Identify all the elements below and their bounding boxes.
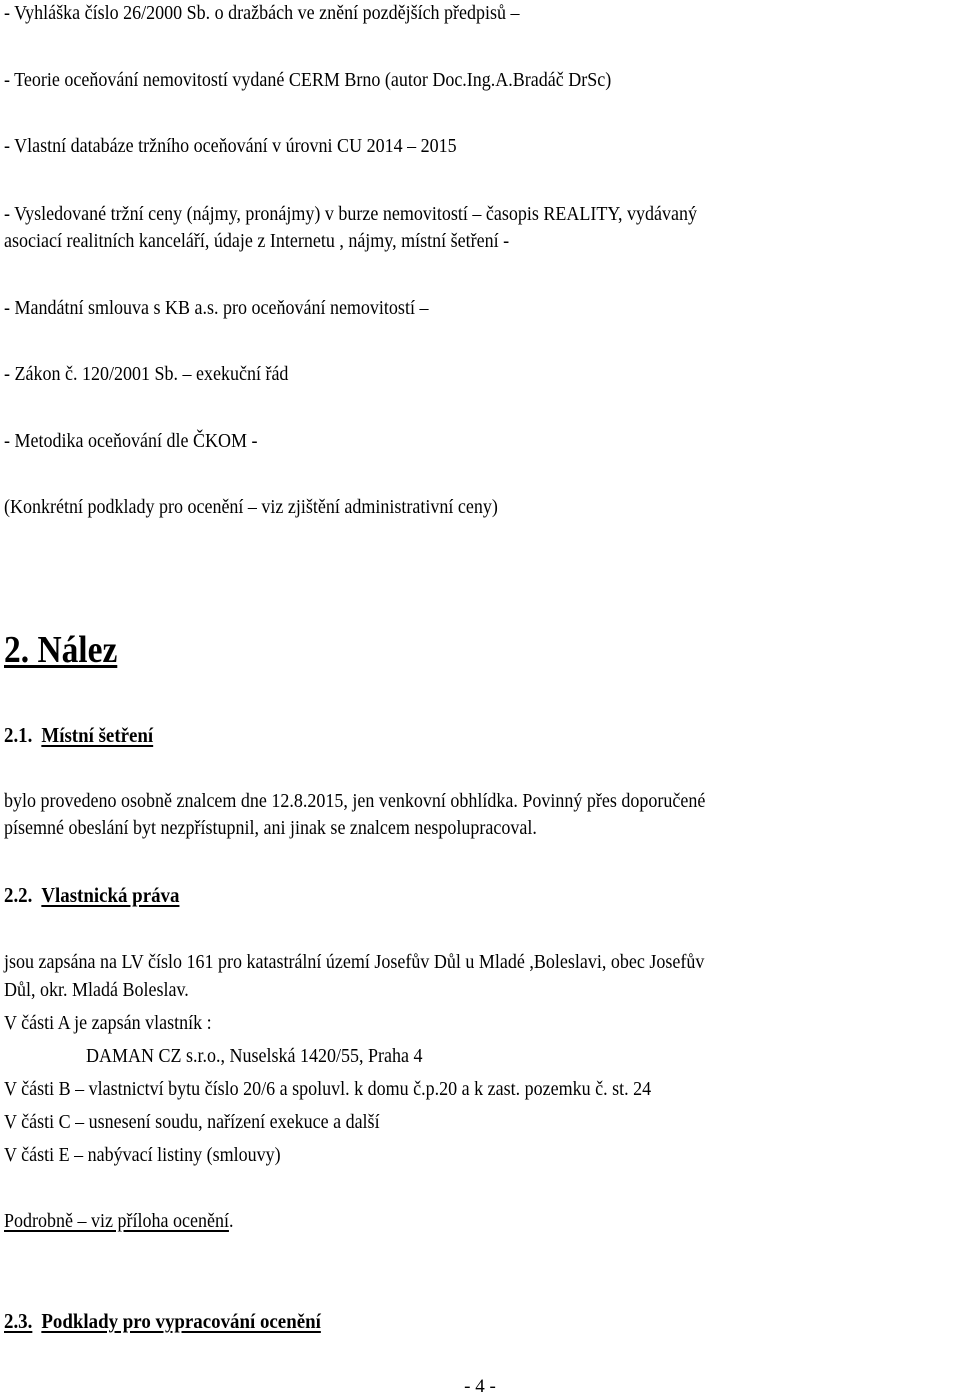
source-item-2: - Teorie oceňování nemovitostí vydané CERM Brno (autor Doc.Ing.A.Bradáč DrSc) [4,69,612,91]
source-item-6: - Zákon č. 120/2001 Sb. – exekuční řád [4,363,289,385]
subsection-title: Místní šetření [41,723,154,747]
source-item-4-line-1: - Vysledované tržní ceny (nájmy, pronájmy) v burze nemovitostí – časopis REALITY, vydávaný [4,203,698,225]
subsection-heading-2-2 [4,885,199,906]
inspection-paragraph-line-1: bylo provedeno osobně znalcem dne 12.8.2015, jen venkovní obhlídka. Povinný přes doporučené [4,790,706,812]
section-heading-nalez: 2. Nález [4,629,118,671]
subsection-number: 2.2. [4,883,33,907]
source-item-1: - Vyhláška číslo 26/2000 Sb. o dražbách ve znění pozdějších předpisů – [4,2,520,24]
subsection-heading-2-3 [4,1311,356,1332]
source-item-7: - Metodika oceňování dle ČKOM - [4,430,258,452]
subsection-heading-2-1 [4,725,170,746]
source-item-8: (Konkrétní podklady pro ocenění – viz zjištění administrativní ceny) [4,496,498,518]
subsection-title: Vlastnická práva [41,883,180,907]
source-item-3: - Vlastní databáze tržního oceňování v úrovni CU 2014 – 2015 [4,135,457,157]
detail-reference-link: Podrobně – viz příloha ocenění [4,1210,229,1232]
inspection-paragraph-line-2: písemné obeslání byt nezpřístupnil, ani jinak se znalcem nespolupracoval. [4,817,537,839]
ownership-part-e: V části E – nabývací listiny (smlouvy) [4,1144,281,1166]
ownership-paragraph-line-2: Důl, okr. Mladá Boleslav. [4,979,189,1001]
ownership-part-c: V části C – usnesení soudu, nařízení exekuce a další [4,1111,380,1133]
detail-reference: Podrobně – viz příloha ocenění. [4,1210,234,1232]
source-item-5: - Mandátní smlouva s KB a.s. pro oceňování nemovitostí – [4,297,429,319]
ownership-paragraph-line-1: jsou zapsána na LV číslo 161 pro katastrální území Josefův Důl u Mladé ,Boleslavi, obec Josefův [4,951,705,973]
source-item-4-line-2: asociací realitních kanceláří, údaje z Internetu , nájmy, místní šetření - [4,230,510,252]
subsection-number: 2.1. [4,723,33,747]
ownership-part-a: V části A je zapsán vlastník : [4,1012,212,1034]
page-number: - 4 - [464,1376,496,1397]
ownership-part-b: V části B – vlastnictví bytu číslo 20/6 a spoluvl. k domu č.p.20 a k zast. pozemku č. st. 24 [4,1078,652,1100]
subsection-title: Podklady pro vypracování ocenění [41,1309,321,1333]
owner-name: DAMAN CZ s.r.o., Nuselská 1420/55, Praha 4 [86,1045,423,1067]
subsection-number: 2.3. [4,1309,33,1333]
